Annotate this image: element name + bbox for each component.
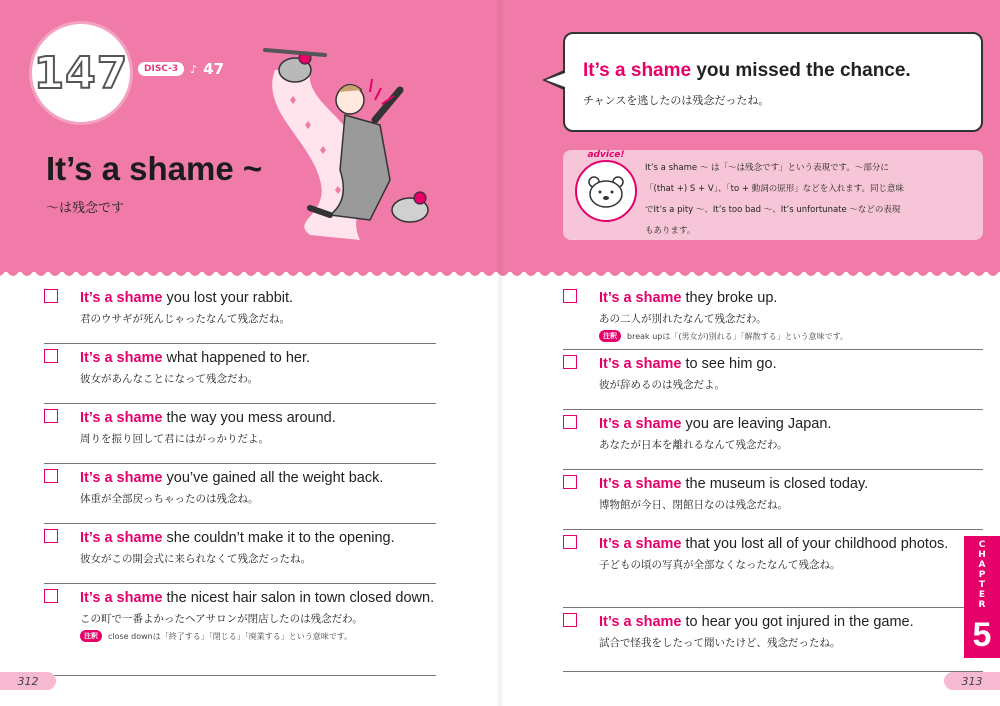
item-sentence-rest: you’ve gained all the weight back.	[162, 470, 384, 486]
item-sentence-rest: to hear you got injured in the game.	[681, 614, 914, 630]
advice-line: もあります。	[645, 226, 696, 236]
checkbox[interactable]	[44, 529, 58, 543]
item-japanese: あなたが日本を離れるなんて残念だわ。	[599, 439, 788, 451]
left-phrase-list	[44, 284, 436, 676]
item-english	[80, 468, 436, 489]
item-phrase: It’s a shame	[80, 530, 163, 546]
item-english	[599, 534, 983, 555]
checkbox[interactable]	[44, 289, 58, 303]
list-item	[563, 608, 983, 672]
item-phrase: It’s a shame	[599, 476, 682, 492]
right-phrase-list	[563, 284, 983, 672]
item-note	[599, 330, 983, 342]
list-item	[563, 530, 983, 608]
item-phrase: It’s a shame	[80, 350, 163, 366]
chapter-number: 5	[972, 616, 992, 654]
list-item	[44, 464, 436, 524]
list-item	[563, 410, 983, 470]
list-item	[44, 344, 436, 404]
item-sentence-rest: that you lost all of your childhood photos.	[681, 536, 949, 552]
item-sentence-rest: you lost your rabbit.	[162, 290, 294, 306]
item-phrase: It’s a shame	[80, 590, 163, 606]
item-japanese: 彼女がこの開会式に来られなくて残念だったね。	[80, 553, 311, 565]
item-sentence-rest: you are leaving Japan.	[681, 416, 832, 432]
item-phrase: It’s a shame	[599, 614, 682, 630]
item-english	[80, 348, 436, 369]
item-japanese: 博物館が今日、閉館日なのは残念だね。	[599, 499, 788, 511]
item-sentence-rest: the nicest hair salon in town closed down.	[162, 590, 435, 606]
track-number: 47	[203, 60, 225, 78]
item-english	[80, 408, 436, 429]
bear-mascot-icon	[575, 160, 637, 222]
item-sentence-rest: she couldn’t make it to the opening.	[162, 530, 395, 546]
item-english	[599, 474, 983, 495]
item-english	[599, 414, 983, 435]
item-phrase: It’s a shame	[599, 356, 682, 372]
advice-box	[563, 150, 983, 240]
advice-line: でIt’s a pity ～、It’s too bad ～、It’s unfortunate ～などの表現	[645, 205, 901, 215]
item-japanese: 彼が辞めるのは残念だよ。	[599, 379, 725, 391]
checkbox[interactable]	[44, 469, 58, 483]
cartoon-illustration	[250, 30, 460, 245]
audio-track-info	[138, 60, 224, 78]
item-note	[80, 630, 436, 642]
example-english	[583, 60, 911, 82]
left-page-number: 312	[0, 672, 56, 690]
checkbox[interactable]	[563, 415, 577, 429]
checkbox[interactable]	[563, 613, 577, 627]
note-text: break upは「(男女が)別れる」「解散する」という意味です。	[627, 331, 848, 341]
example-phrase: It’s a shame	[583, 60, 692, 81]
example-sentence-box	[563, 32, 983, 132]
item-phrase: It’s a shame	[599, 536, 682, 552]
item-english	[80, 588, 436, 609]
chapter-tab	[964, 536, 1000, 658]
page-fold	[496, 0, 504, 706]
speaker-icon: ♪	[190, 62, 198, 76]
list-item	[563, 470, 983, 530]
item-japanese: あの二人が別れたなんて残念だわ。	[599, 313, 767, 325]
item-phrase: It’s a shame	[80, 470, 163, 486]
list-item	[563, 284, 983, 350]
item-phrase: It’s a shame	[80, 290, 163, 306]
item-sentence-rest: the museum is closed today.	[681, 476, 869, 492]
disc-label: DISC-3	[138, 62, 184, 76]
note-tag: 注釈	[599, 330, 621, 342]
item-sentence-rest: they broke up.	[681, 290, 778, 306]
item-english	[599, 354, 983, 375]
advice-text	[645, 158, 975, 242]
item-japanese: 君のウサギが死んじゃったなんて残念だね。	[80, 313, 290, 325]
list-item	[563, 350, 983, 410]
right-page-number: 313	[944, 672, 1000, 690]
checkbox[interactable]	[563, 535, 577, 549]
checkbox[interactable]	[44, 349, 58, 363]
checkbox[interactable]	[563, 289, 577, 303]
item-japanese: 周りを振り回して君にはがっかりだよ。	[80, 433, 269, 445]
item-japanese: 体重が全部戻っちゃったのは残念ね。	[80, 493, 259, 505]
lesson-number-badge	[32, 24, 130, 122]
item-english	[599, 288, 983, 309]
page-title: It’s a shame ~	[46, 150, 263, 187]
chapter-word: C H A P T E R	[978, 540, 986, 610]
item-phrase: It’s a shame	[599, 416, 682, 432]
item-english	[599, 612, 983, 633]
page-subtitle: ～は残念です	[46, 201, 125, 216]
checkbox[interactable]	[44, 409, 58, 423]
advice-label: advice!	[587, 150, 625, 160]
list-item	[44, 524, 436, 584]
list-item	[44, 584, 436, 676]
example-rest: you missed the chance.	[691, 60, 911, 81]
list-item	[44, 404, 436, 464]
checkbox[interactable]	[44, 589, 58, 603]
checkbox[interactable]	[563, 355, 577, 369]
lesson-number: 147	[33, 47, 129, 99]
item-sentence-rest: to see him go.	[681, 356, 777, 372]
item-phrase: It’s a shame	[80, 410, 163, 426]
item-sentence-rest: what happened to her.	[162, 350, 311, 366]
note-tag: 注釈	[80, 630, 102, 642]
note-text: close downは「終了する」「閉じる」「廃業する」という意味です。	[108, 631, 353, 641]
advice-line: It’s a shame ～ は「～は残念です」という表現です。～部分に	[645, 163, 889, 173]
item-japanese: 子どもの頃の写真が全部なくなったなんて残念ね。	[599, 559, 841, 571]
item-japanese: 彼女があんなことになって残念だわ。	[80, 373, 259, 385]
list-item	[44, 284, 436, 344]
checkbox[interactable]	[563, 475, 577, 489]
item-english	[80, 528, 436, 549]
item-sentence-rest: the way you mess around.	[162, 410, 336, 426]
item-phrase: It’s a shame	[599, 290, 682, 306]
item-english	[80, 288, 436, 309]
item-japanese: この町で一番よかったヘアサロンが閉店したのは残念だわ。	[80, 613, 363, 625]
speech-tail-inner	[546, 73, 565, 87]
item-japanese: 試合で怪我をしたって聞いたけど、残念だったね。	[599, 637, 841, 649]
advice-line: 「(that +) S + V」、「to + 動詞の原形」などを入れます。同じ意味	[645, 184, 905, 194]
example-japanese: チャンスを逃したのは残念だったね。	[583, 94, 770, 107]
